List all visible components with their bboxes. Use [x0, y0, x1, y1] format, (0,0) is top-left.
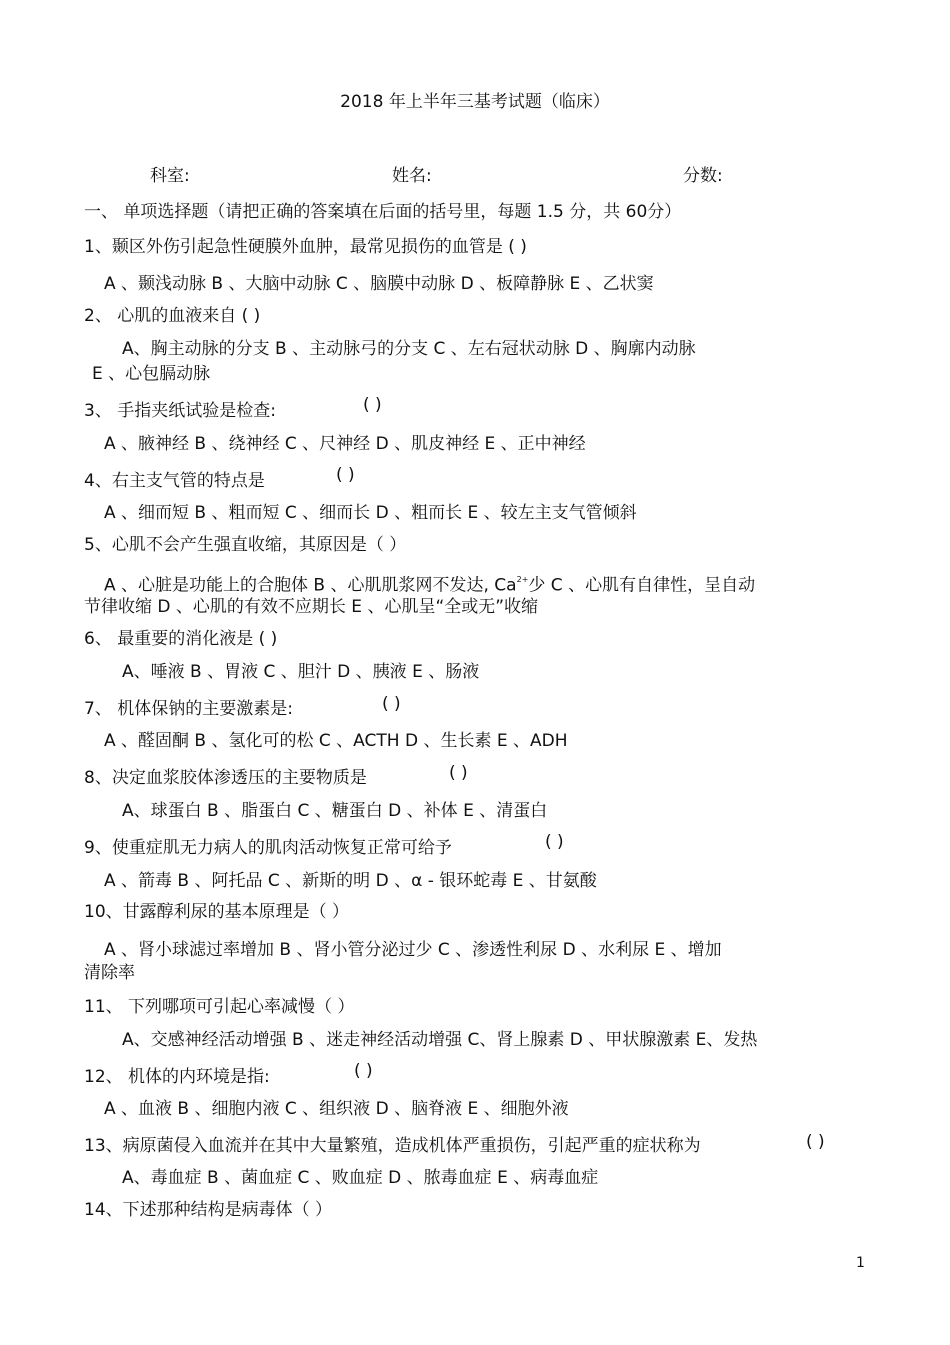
question-9: 9、使重症肌无力病人的肌肉活动恢复正常可给予	[84, 838, 452, 858]
section-heading: 一、 单项选择题（请把正确的答案填在后面的括号里，每题 1.5 分，共 60分）	[84, 202, 682, 222]
options-11: A、交感神经活动增强 B 、迷走神经活动增强 C、肾上腺素 D 、甲状腺激素 E、发热	[122, 1030, 758, 1050]
options-10-cont: 清除率	[84, 963, 135, 983]
question-12: 12、 机体的内环境是指:	[84, 1067, 270, 1087]
options-12: A 、血液 B 、细胞内液 C 、组织液 D 、脑脊液 E 、细胞外液	[104, 1099, 569, 1119]
question-10: 10、甘露醇利尿的基本原理是（ ）	[84, 902, 350, 922]
options-1: A 、颞浅动脉 B 、大脑中动脉 C 、脑膜中动脉 D 、板障静脉 E 、乙状窦	[104, 274, 654, 294]
question-8: 8、决定血浆胶体渗透压的主要物质是	[84, 768, 367, 788]
answer-paren-7: ( )	[382, 694, 401, 714]
options-9: A 、箭毒 B 、阿托品 C 、新斯的明 D 、α - 银环蛇毒 E 、甘氨酸	[104, 871, 597, 891]
options-13: A、毒血症 B 、菌血症 C 、败血症 D 、脓毒血症 E 、病毒血症	[122, 1168, 599, 1188]
answer-paren-12: ( )	[354, 1061, 373, 1081]
name-label: 姓名:	[392, 166, 432, 186]
question-6: 6、 最重要的消化液是 ( )	[84, 629, 278, 649]
question-4: 4、右主支气管的特点是	[84, 471, 265, 491]
options-5-cont: 节律收缩 D 、心肌的有效不应期长 E 、心肌呈“全或无”收缩	[84, 597, 539, 617]
question-5: 5、心肌不会产生强直收缩，其原因是（ ）	[84, 535, 407, 555]
question-7: 7、 机体保钠的主要激素是:	[84, 699, 293, 719]
answer-paren-13: ( )	[806, 1132, 825, 1152]
options-2-cont: E 、心包膈动脉	[92, 364, 211, 384]
options-5-part-a: A 、心脏是功能上的合胞体 B 、心肌肌浆网不发达, Ca	[104, 575, 517, 596]
answer-paren-4: ( )	[336, 465, 355, 485]
question-3: 3、 手指夹纸试验是检查:	[84, 401, 276, 421]
answer-paren-9: ( )	[545, 832, 564, 852]
question-1: 1、颞区外伤引起急性硬膜外血肿，最常见损伤的血管是 ( )	[84, 237, 527, 257]
answer-paren-3: ( )	[363, 395, 382, 415]
options-7: A 、醛固酮 B 、氢化可的松 C 、ACTH D 、生长素 E 、ADH	[104, 731, 568, 751]
superscript-charge: 2+	[516, 575, 529, 584]
score-label: 分数:	[683, 166, 723, 186]
options-5	[104, 571, 755, 597]
options-5-part-b: 少 C 、心肌有自律性，呈自动	[528, 575, 756, 596]
question-2: 2、 心肌的血液来自 ( )	[84, 306, 261, 326]
options-2: A、胸主动脉的分支 B 、主动脉弓的分支 C 、左右冠状动脉 D 、胸廓内动脉	[122, 339, 696, 359]
options-8: A、球蛋白 B 、脂蛋白 C 、糖蛋白 D 、补体 E 、清蛋白	[122, 801, 548, 821]
options-6: A、唾液 B 、胃液 C 、胆汁 D 、胰液 E 、肠液	[122, 662, 480, 682]
question-11: 11、 下列哪项可引起心率减慢（ ）	[84, 997, 355, 1017]
options-4: A 、细而短 B 、粗而短 C 、细而长 D 、粗而长 E 、较左主支气管倾斜	[104, 503, 637, 523]
question-13: 13、病原菌侵入血流并在其中大量繁殖，造成机体严重损伤，引起严重的症状称为	[84, 1136, 701, 1156]
answer-paren-8: ( )	[449, 763, 468, 783]
options-3: A 、腋神经 B 、绕神经 C 、尺神经 D 、肌皮神经 E 、正中神经	[104, 434, 586, 454]
page-title: 2018 年上半年三基考试题（临床）	[340, 92, 610, 112]
dept-label: 科室:	[150, 166, 190, 186]
options-10: A 、肾小球滤过率增加 B 、肾小管分泌过少 C 、渗透性利尿 D 、水利尿 E 、增加	[104, 940, 722, 960]
page-number: 1	[856, 1255, 865, 1271]
question-14: 14、下述那种结构是病毒体（ ）	[84, 1200, 333, 1220]
